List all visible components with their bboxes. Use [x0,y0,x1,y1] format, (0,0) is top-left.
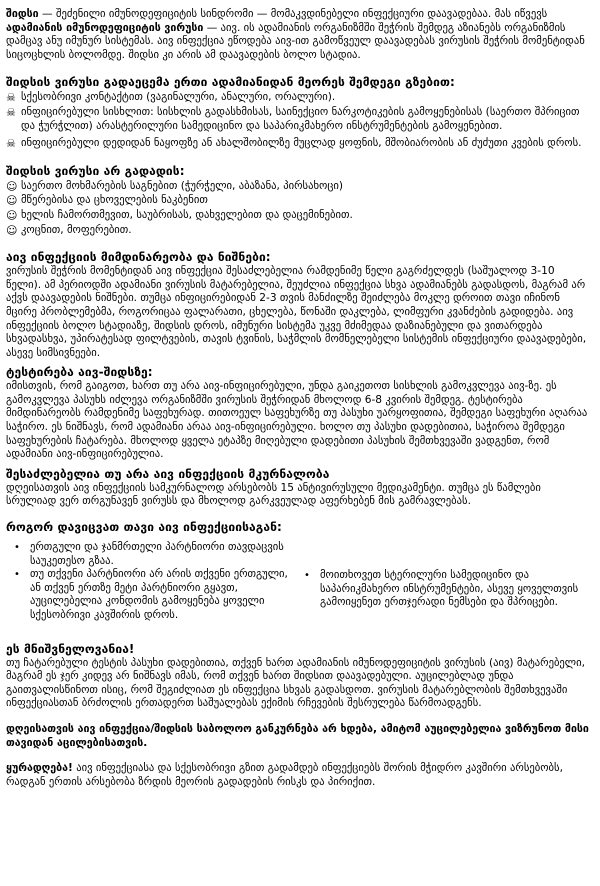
intro-text-2: — აივ. ის ადამიანის ორგანიზმში შეჭრის შემდეგ აზიანებს ორგანიზმის დამცავ ანუ იმუნურ სისტემას. აივ ინფექცია ეწოდება აივ-ით გამოწვეულ დაავადებას ვირუსის შეჭრის მომენტიდან სიცოცხლის ბოლომდე. შიდსი კი არის ამ დაავადების ბოლო სტადია. [6,21,585,61]
transmission-heading: შიდსის ვირუსი გადაეცემა ერთი ადამიანიდან მეორეს შემდეგი გზებით: [6,75,455,90]
list-item-text: სქესობრივი კონტაქტით (ვაგინალური, ანალური, ორალური). [21,91,336,104]
protection-right-column [296,541,586,623]
treatment-text: დღეისათვის აივ ინფექციის სამკურნალოდ არსებობს 15 ანტივირუსული მედიკამენტი. თუმცა ეს წამლები სრულიად ვერ თრგუნავენ ვირუსს და მხოლოდ გარკვეულად აფერხებენ მის გამრავლებას. [6,481,541,508]
list-item-text: მოითხოვეთ სტერილური სამედიცინო და საპარიკმახერო ინსტრუმენტები, ასევე ყოველთვის გამოიყენეთ ერთჯერადი ნემსები და შპრიცები. [320,569,579,609]
skull-crossbones-icon: ☠ [6,137,16,151]
list-item [6,106,592,133]
smiley-face-icon: ☺ [6,194,18,208]
bullet-icon: • [14,542,20,554]
treatment-section [6,466,592,509]
course-section [6,249,592,360]
intro-virus-name: ადამიანის იმუნოდეფიციტის ვირუსი [6,21,204,34]
warning-label: ყურადღება! [6,762,73,775]
bullet-icon: • [304,570,310,582]
smiley-face-icon: ☺ [6,223,18,237]
protection-section [6,519,592,623]
list-item [6,568,296,622]
list-item-text: ერთგული და ჯანმრთელი პარტნიორი თავდაცვის საუკეთესო გზაა. [30,541,284,567]
smiley-face-icon: ☺ [6,208,18,222]
list-item [6,224,592,238]
not-transmitted-heading: შიდსის ვირუსი არ გადადის: [6,163,185,178]
intro-paragraph [6,8,592,62]
warning-paragraph [6,762,592,789]
list-item-text: თუ თქვენი პარტნიორი არ არის თქვენი ერთგული, ან თქვენ ერთზე მეტი პარტნიორი გყავთ, აუცილებელია კონდომის გამოყენება ყოველი სქესობრივი კავშირის დროს. [30,568,288,621]
treatment-heading: შესაძლებელია თუ არა აივ ინფექციის მკურნალობა [6,466,330,481]
transmission-list [6,91,592,150]
testing-heading: ტესტირება აივ-შიდსზე: [6,365,153,380]
course-text: ვირუსის შეჭრის მომენტიდან აივ ინფექცია შესაძლებელია რამდენიმე წელი გაგრძელდეს (საშუალოდ 3-10 წელი). ამ პერიოდში ადამიანი ვირუსის მატარებელია, შეუძლია ინფექცია სხვა ადამიანებს გადასდოს, მაგრამ არ აქვს დაავადების ნიშნები. თუმცა ინფიცირებიდან 2-3 თვის მანძილზე შეიძლება მოკლე დროით თავი იჩინონ მცირე პრობლემებმა, როგორიცაა ფალარათი, ცხელება, წონაში დაკლება, ლიმფური კვანძების გადიდება. აივ ინფექციის ბოლო სტადიაზე, შიდსის დროს, იმუნური სისტემა უკვე მძიმედაა დაზიანებული და ვითარდება სხვადასხვა, უპირატესად ფილტვების, თავის ტვინის, საჭმლის მომნელებელი სისტემის ინფექციური დაავადებები, ასევე სიმსივნეები. [6,265,587,359]
skull-crossbones-icon: ☠ [6,105,16,119]
list-item-text: საერთო მოხმარების საგნებით (ჭურჭელი, აბაზანა, პირსახოცი) [21,179,344,192]
protection-left-column [6,541,296,623]
list-item-text: კოცნით, მოფერებით. [21,223,132,236]
important-heading: ეს მნიშვნელოვანია! [6,641,135,656]
not-transmitted-section [6,163,592,237]
testing-text: იმისთვის, რომ გაიგოთ, ხართ თუ არა აივ-ინფიცირებული, უნდა გაიკეთოთ სისხლის გამოკვლევა აივ-ზე. ეს გამოკვლევა პასუხს იძლევა ორგანიზმში ვირუსის შეჭრიდან მხოლოდ 6-8 კვირის შემდეგ. ტესტირება მიმდინარეობს რამდენიმე საფეხურად. თითოეულ საფეხურზე თუ პასუხი უარყოფითია, შემდეგი საფეხური აღარაა საჭირო. ეს ნიშნავს, რომ ადამიანი არაა აივ-ინფიცირებული. ხოლო თუ პასუხი დადებითია, საჭიროა შემდეგი საფეხურების ჩატარება. მხოლოდ ყველა ეტაპზე მიღებული დადებითი პასუხის შემთხვევაში ვადგენთ, რომ ადამიანი აივ-ინფიცირებულია. [6,380,588,461]
important-text: თუ ჩატარებული ტესტის პასუხი დადებითია, თქვენ ხართ ადამიანის იმუნოდეფიციტის ვირუსის (აივ) მატარებელი, მაგრამ ეს ჯერ კიდევ არ ნიშნავს იმას, რომ თქვენ ხართ შიდსით დაავადებული. აუცილებლად უნდა გაითვალისწინოთ ისიც, რომ შეგიძლიათ ეს ინფექცია სხვას გადასდოთ. ვირუსის მატარებლობის შემთხვევაში ინფექციასთან ბრძოლის ერთადერთ საშუალებას ექიმის რჩევების შესრულება წარმოადგენს. [6,656,585,710]
warning-text: აივ ინფექციასა და სქესობრივი გზით გადამდებ ინფექციებს შორის მჭიდრო კავშირი არსებობს, რადგან ერთის არსებობა ზრდის მეორის გადადების რისკს და პირიქით. [6,762,563,788]
testing-section [6,364,592,462]
intro-term: შიდსი [6,8,39,20]
protection-left-list [6,541,296,623]
cure-note: დღეისათვის აივ ინფექცია/შიდსის საბოლოო განკურნება არ ხდება, ამიტომ აუცილებელია ვიზრუნოთ მისი თავიდან აცილებისათვის. [6,722,589,749]
not-transmitted-list [6,180,592,237]
bullet-icon: • [14,569,20,581]
list-item [6,137,592,151]
list-item [6,91,592,105]
list-item-text: მწერებისა და ცხოველების ნაკბენით [21,194,208,207]
transmission-section [6,74,592,150]
smiley-face-icon: ☺ [6,179,18,193]
list-item [6,194,592,208]
protection-heading: როგორ დავიცვათ თავი აივ ინფექციისაგან: [6,520,282,535]
list-item-text: ინფიცირებული სისხლით: სისხლის გადასხმისას, საინექციო ნარკოტიკების გამოყენებისას (საერთო შპრიცით და ჭურჭლით) არასტერილური სამედიცინო და საპარიკმახერო ინსტრუმენტების გამოყენებით. [21,105,580,132]
list-item [6,541,296,568]
list-item [296,569,586,610]
list-item [6,180,592,194]
important-section [6,641,592,711]
list-item [6,209,592,223]
intro-text-1: — შეძენილი იმუნოდეფიციტის სინდრომი — მომაკვდინებელი ინფექციური დაავადებაა. მას იწვევს [38,8,548,20]
skull-crossbones-icon: ☠ [6,91,16,105]
list-item-text: ხელის ჩამორთმევით, საუბრისას, დახველებით და დაცემინებით. [21,208,353,221]
protection-columns [6,541,592,623]
protection-right-list [296,569,586,610]
course-heading: აივ ინფექციის მიმდინარეობა და ნიშნები: [6,250,271,265]
list-item-text: ინფიცირებული დედიდან ნაყოფზე ან ახალშობილზე მუცლად ყოფნის, მშობიარობის ან ძუძუთი კვების დროს. [21,137,582,150]
